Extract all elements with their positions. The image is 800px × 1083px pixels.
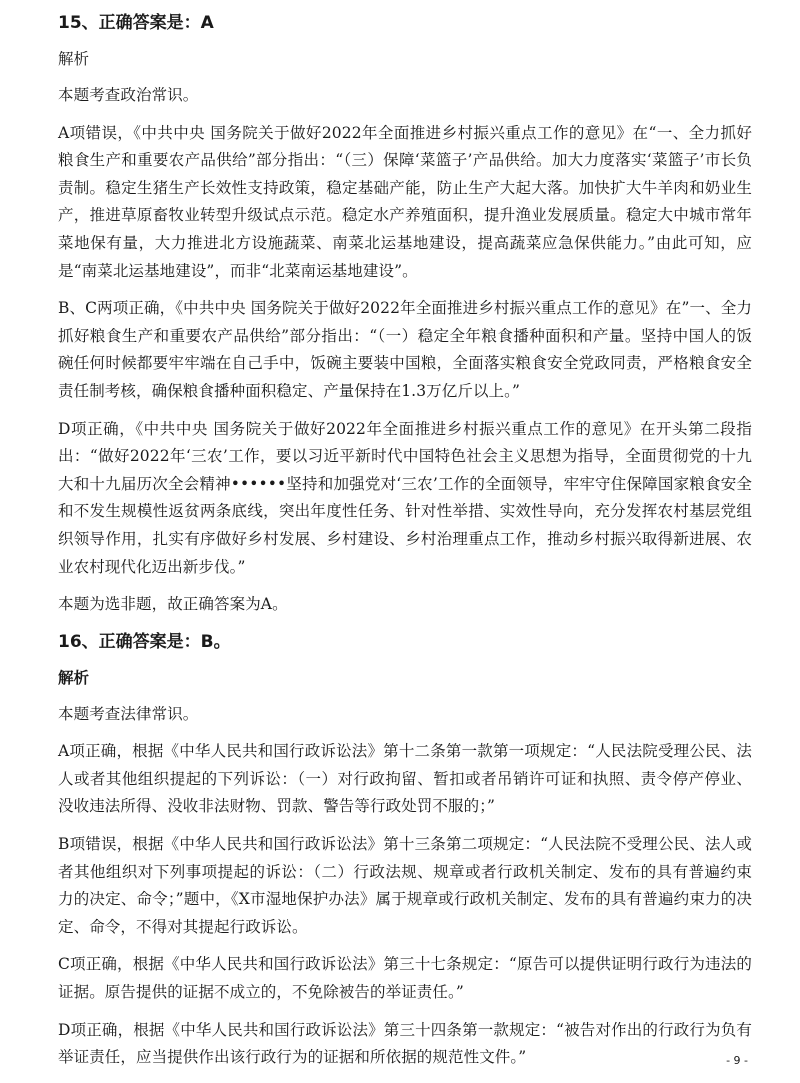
- q15-option-a: A项错误，《中共中央 国务院关于做好2022年全面推进乡村振兴重点工作的意见》在“一、全力抓好粮食生产和重要农产品供给”部分指出：“（三）保障‘菜篮子’产品供给。加大力度落实‘菜篮子’市长负责制。稳定生猪生产长效性支持政策，稳定基础产能，防止生产大起大落。加快扩大牛羊肉和奶业生产，推进草原畜牧业转型升级试点示范。稳定水产养殖面积，提升渔业发展质量。稳定大中城市常年菜地保有量，大力推进北方设施蔬菜、南菜北运基地建设，提高蔬菜应急保供能力。”由此可知，应是“南菜北运基地建设”，而非“北菜南运基地建设”。: [58, 123, 752, 280]
- q16-intro: 本题考查法律常识。: [58, 704, 199, 723]
- q16-analysis-label: 解析: [58, 668, 90, 687]
- q16-option-c: C项正确，根据《中华人民共和国行政诉讼法》第三十七条规定：“原告可以提供证明行政行为违法的证据。原告提供的证据不成立的，不免除被告的举证责任。”: [58, 955, 752, 1002]
- q15-option-d: D项正确，《中共中央 国务院关于做好2022年全面推进乡村振兴重点工作的意见》在开头第二段指出：“做好2022年‘三农’工作，要以习近平新时代中国特色社会主义思想为指导，全面贯彻党的十九大和十九届历次全会精神••••••坚持和加强党对‘三农’工作的全面领导，牢牢守住保障国家粮食安全和不发生规模性返贫两条底线，突出年度性任务、针对性举措、实效性导向，充分发挥农村基层党组织领导作用，扎实有序做好乡村发展、乡村建设、乡村治理重点工作，推动乡村振兴取得新进展、农业农村现代化迈出新步伐。”: [58, 419, 752, 576]
- q15-intro: 本题考查政治常识。: [58, 86, 199, 104]
- q15-heading: 15、正确答案是：A: [58, 13, 214, 33]
- page-number: - 9 -: [726, 1054, 748, 1067]
- q16-option-b: B项错误，根据《中华人民共和国行政诉讼法》第十三条第二项规定：“人民法院不受理公民、法人或者其他组织对下列事项提起的诉讼：（二）行政法规、规章或者行政机关制定、发布的具有普遍约束力的决定、命令；”题中，《X市湿地保护办法》属于规章或行政机关制定、发布的具有普遍约束力的决定、命令，不得对其提起行政诉讼。: [58, 835, 752, 936]
- q15-conclusion: 本题为选非题，故正确答案为A。: [58, 595, 288, 614]
- q15-analysis-label: 解析: [58, 50, 90, 68]
- q16-heading: 16、正确答案是：B。: [58, 631, 231, 652]
- q15-option-bc: B、C两项正确，《中共中央 国务院关于做好2022年全面推进乡村振兴重点工作的意见》在”一、全力抓好粮食生产和重要农产品供给”部分指出：“（一）稳定全年粮食播种面积和产量。坚持中国人的饭碗任何时候都要牢牢端在自己手中，饭碗主要装中国粮，全面落实粮食安全党政同责，严格粮食安全责任制考核，确保粮食播种面积稳定、产量保持在1.3万亿斤以上。”: [58, 299, 752, 400]
- q16-option-d: D项正确，根据《中华人民共和国行政诉讼法》第三十四条第一款规定：“被告对作出的行政行为负有举证责任，应当提供作出该行政行为的证据和所依据的规范性文件。”: [58, 1020, 752, 1067]
- q16-option-a: A项正确，根据《中华人民共和国行政诉讼法》第十二条第一款第一项规定：“人民法院受理公民、法人或者其他组织提起的下列诉讼：（一）对行政拘留、暂扣或者吊销许可证和执照、责令停产停业、没收违法所得、没收非法财物、罚款、警告等行政处罚不服的；”: [58, 742, 752, 816]
